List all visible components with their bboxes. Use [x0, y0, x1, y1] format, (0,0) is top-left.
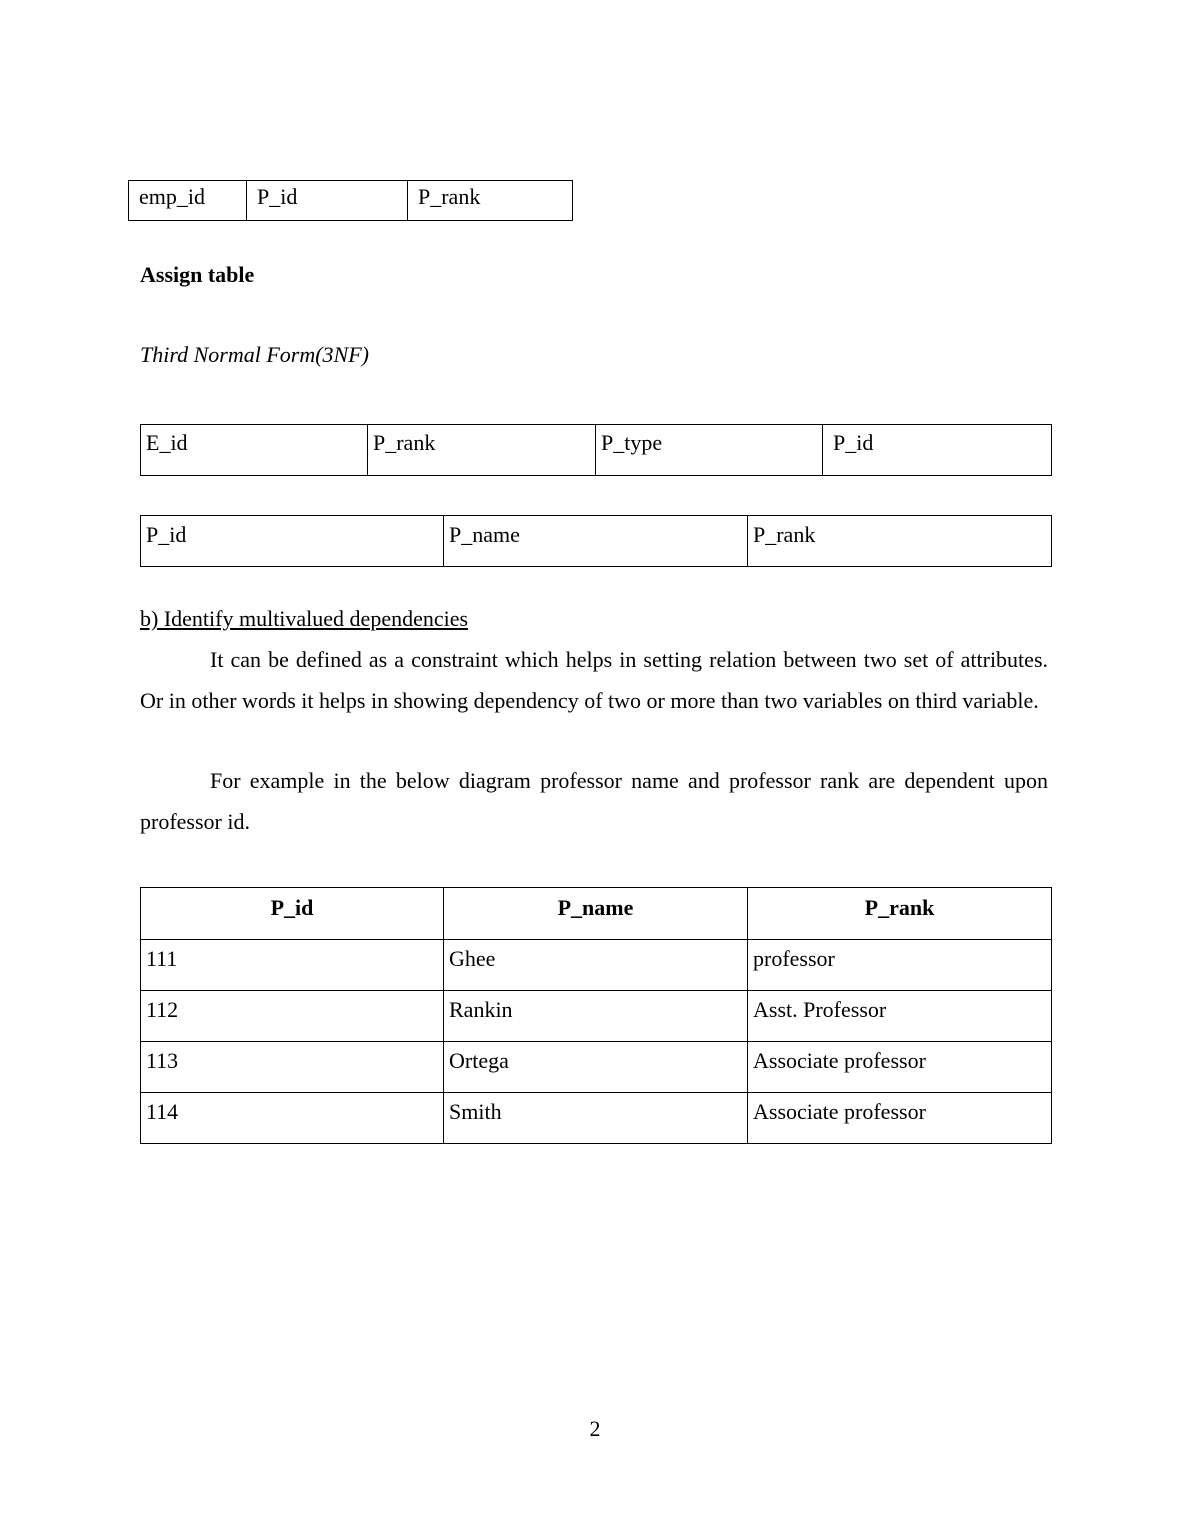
column-header: P_rank: [748, 888, 1052, 940]
table-row: [129, 181, 573, 221]
table-cell: P_id: [247, 181, 408, 221]
third-normal-form-heading: Third Normal Form(3NF): [140, 342, 369, 367]
table-cell: Ortega: [444, 1042, 748, 1093]
table-cell: 111: [141, 940, 444, 991]
table-cell: 113: [141, 1042, 444, 1093]
table-cell: P_id: [823, 425, 1052, 476]
table-row: [141, 1042, 1052, 1093]
table-cell: P_name: [444, 516, 748, 567]
table-cell: P_type: [596, 425, 823, 476]
table-cell: Asst. Professor: [748, 991, 1052, 1042]
table-cell: P_rank: [368, 425, 596, 476]
table-cell: E_id: [141, 425, 368, 476]
table-row: [141, 940, 1052, 991]
table-cell: Associate professor: [748, 1093, 1052, 1144]
paragraph-definition: It can be defined as a constraint which helps in setting relation between two set of attributes. Or in other words it helps in showing dependency of two or more than two variables on third variable.: [140, 647, 1048, 713]
professor-table: [140, 887, 1052, 1144]
paragraph-example: For example in the below diagram professor name and professor rank are dependent upon professor id.: [140, 768, 1048, 834]
table-row: [141, 425, 1052, 476]
table-cell: P_rank: [408, 181, 573, 221]
table-cell: Rankin: [444, 991, 748, 1042]
table-cell: Smith: [444, 1093, 748, 1144]
third-nf-table-2: [140, 515, 1052, 567]
table-cell: 112: [141, 991, 444, 1042]
table-cell: P_id: [141, 516, 444, 567]
table-cell: 114: [141, 1093, 444, 1144]
column-header: P_name: [444, 888, 748, 940]
assign-table: [128, 180, 573, 221]
table-cell: emp_id: [129, 181, 247, 221]
column-header: P_id: [141, 888, 444, 940]
table-row: [141, 1093, 1052, 1144]
table-cell: P_rank: [748, 516, 1052, 567]
page-number: 2: [589, 1416, 601, 1441]
section-b-heading: b) Identify multivalued dependencies: [140, 606, 469, 631]
table-row: [141, 516, 1052, 567]
assign-table-heading: Assign table: [140, 262, 255, 287]
table-cell: professor: [748, 940, 1052, 991]
table-row: [141, 991, 1052, 1042]
third-nf-table-1: [140, 424, 1052, 476]
table-header-row: [141, 888, 1052, 940]
table-cell: Ghee: [444, 940, 748, 991]
table-cell: Associate professor: [748, 1042, 1052, 1093]
